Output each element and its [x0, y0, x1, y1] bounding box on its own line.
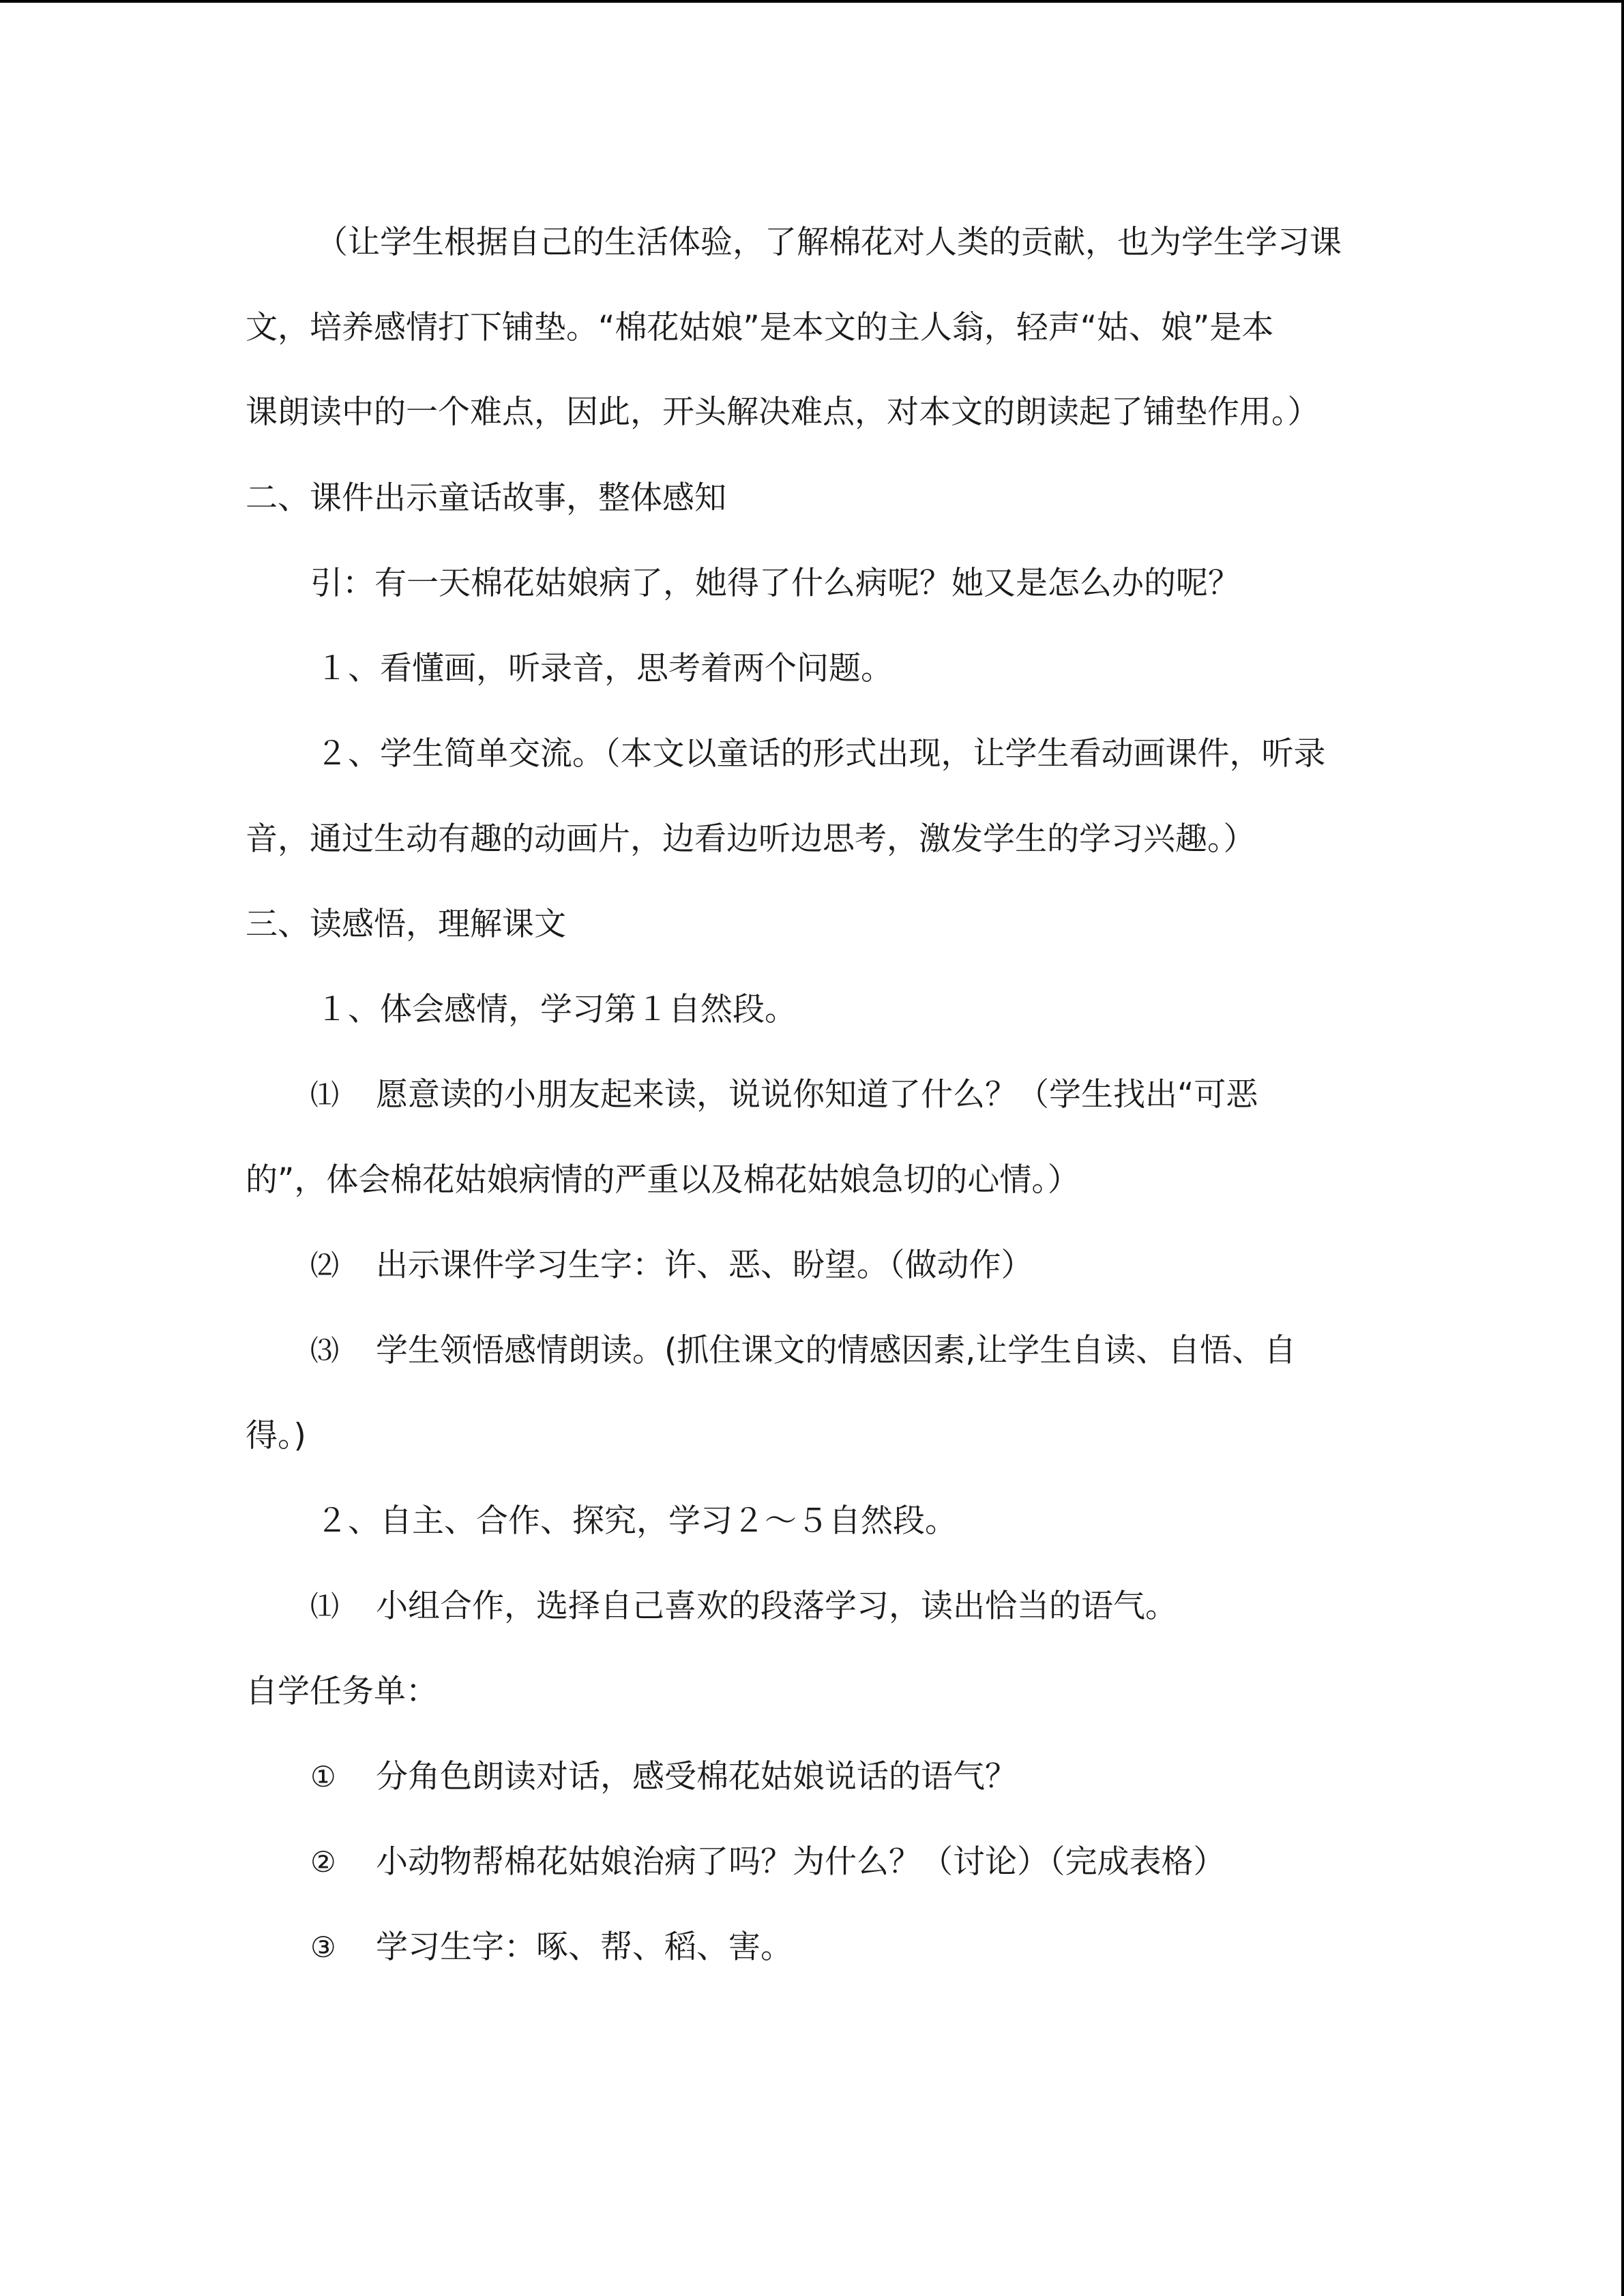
paren-number-marker: ⑶ — [310, 1334, 340, 1367]
paren-number-marker: ⑵ — [310, 1249, 340, 1282]
circled-number-marker: ② — [310, 1845, 336, 1879]
task-item: 小动物帮棉花姑娘治病了吗？为什么？（讨论）（完成表格） — [376, 1843, 1226, 1881]
task-item: 学习生字：啄、帮、稻、害。 — [376, 1928, 793, 1966]
paragraph-line: 音，通过生动有趣的动画片，边看边听边思考，激发学生的学习兴趣。） — [246, 820, 1256, 858]
list-item: 学生领悟感情朗读。(抓住课文的情感因素,让学生自读、自悟、自 — [376, 1332, 1297, 1369]
list-item: ２、学生简单交流。（本文以童话的形式出现，让学生看动画课件，听录 — [316, 735, 1326, 773]
section-heading: 三、读感悟，理解课文 — [246, 906, 566, 943]
circled-number-marker: ③ — [310, 1930, 336, 1964]
paragraph-line: 引：有一天棉花姑娘病了，她得了什么病呢？她又是怎么办的呢？ — [310, 565, 1240, 602]
paragraph-line: 文，培养感情打下铺垫。“棉花姑娘”是本文的主人翁，轻声“姑、娘”是本 — [246, 309, 1274, 346]
task-item: 分角色朗读对话，感受棉花姑娘说话的语气？ — [376, 1758, 1017, 1795]
list-item: 愿意读的小朋友起来读，说说你知道了什么？（学生找出“可恶 — [376, 1076, 1258, 1114]
list-item: １、看懂画，听录音，思考着两个问题。 — [316, 650, 893, 687]
paren-number-marker: ⑴ — [310, 1078, 340, 1112]
paragraph-line: 课朗读中的一个难点，因此，开头解决难点，对本文的朗读起了铺垫作用。） — [246, 393, 1320, 431]
circled-number-marker: ① — [310, 1760, 336, 1793]
list-item: ２、自主、合作、探究，学习２～５自然段。 — [316, 1502, 957, 1540]
section-heading: 二、课件出示童话故事，整体感知 — [246, 479, 726, 517]
paren-number-marker: ⑴ — [310, 1590, 340, 1623]
paragraph-line: 的”，体会棉花姑娘病情的严重以及棉花姑娘急切的心情。） — [246, 1161, 1080, 1199]
task-list-heading: 自学任务单： — [246, 1673, 438, 1710]
list-item: 出示课件学习生字：许、恶、盼望。（做动作） — [376, 1247, 1033, 1284]
list-item: １、体会感情，学习第１自然段。 — [316, 991, 797, 1028]
paragraph-line: 得。) — [246, 1417, 306, 1455]
paragraph-line: （让学生根据自己的生活体验，了解棉花对人类的贡献，也为学生学习课 — [316, 224, 1342, 261]
list-item: 小组合作，选择自己喜欢的段落学习，读出恰当的语气。 — [376, 1587, 1177, 1625]
